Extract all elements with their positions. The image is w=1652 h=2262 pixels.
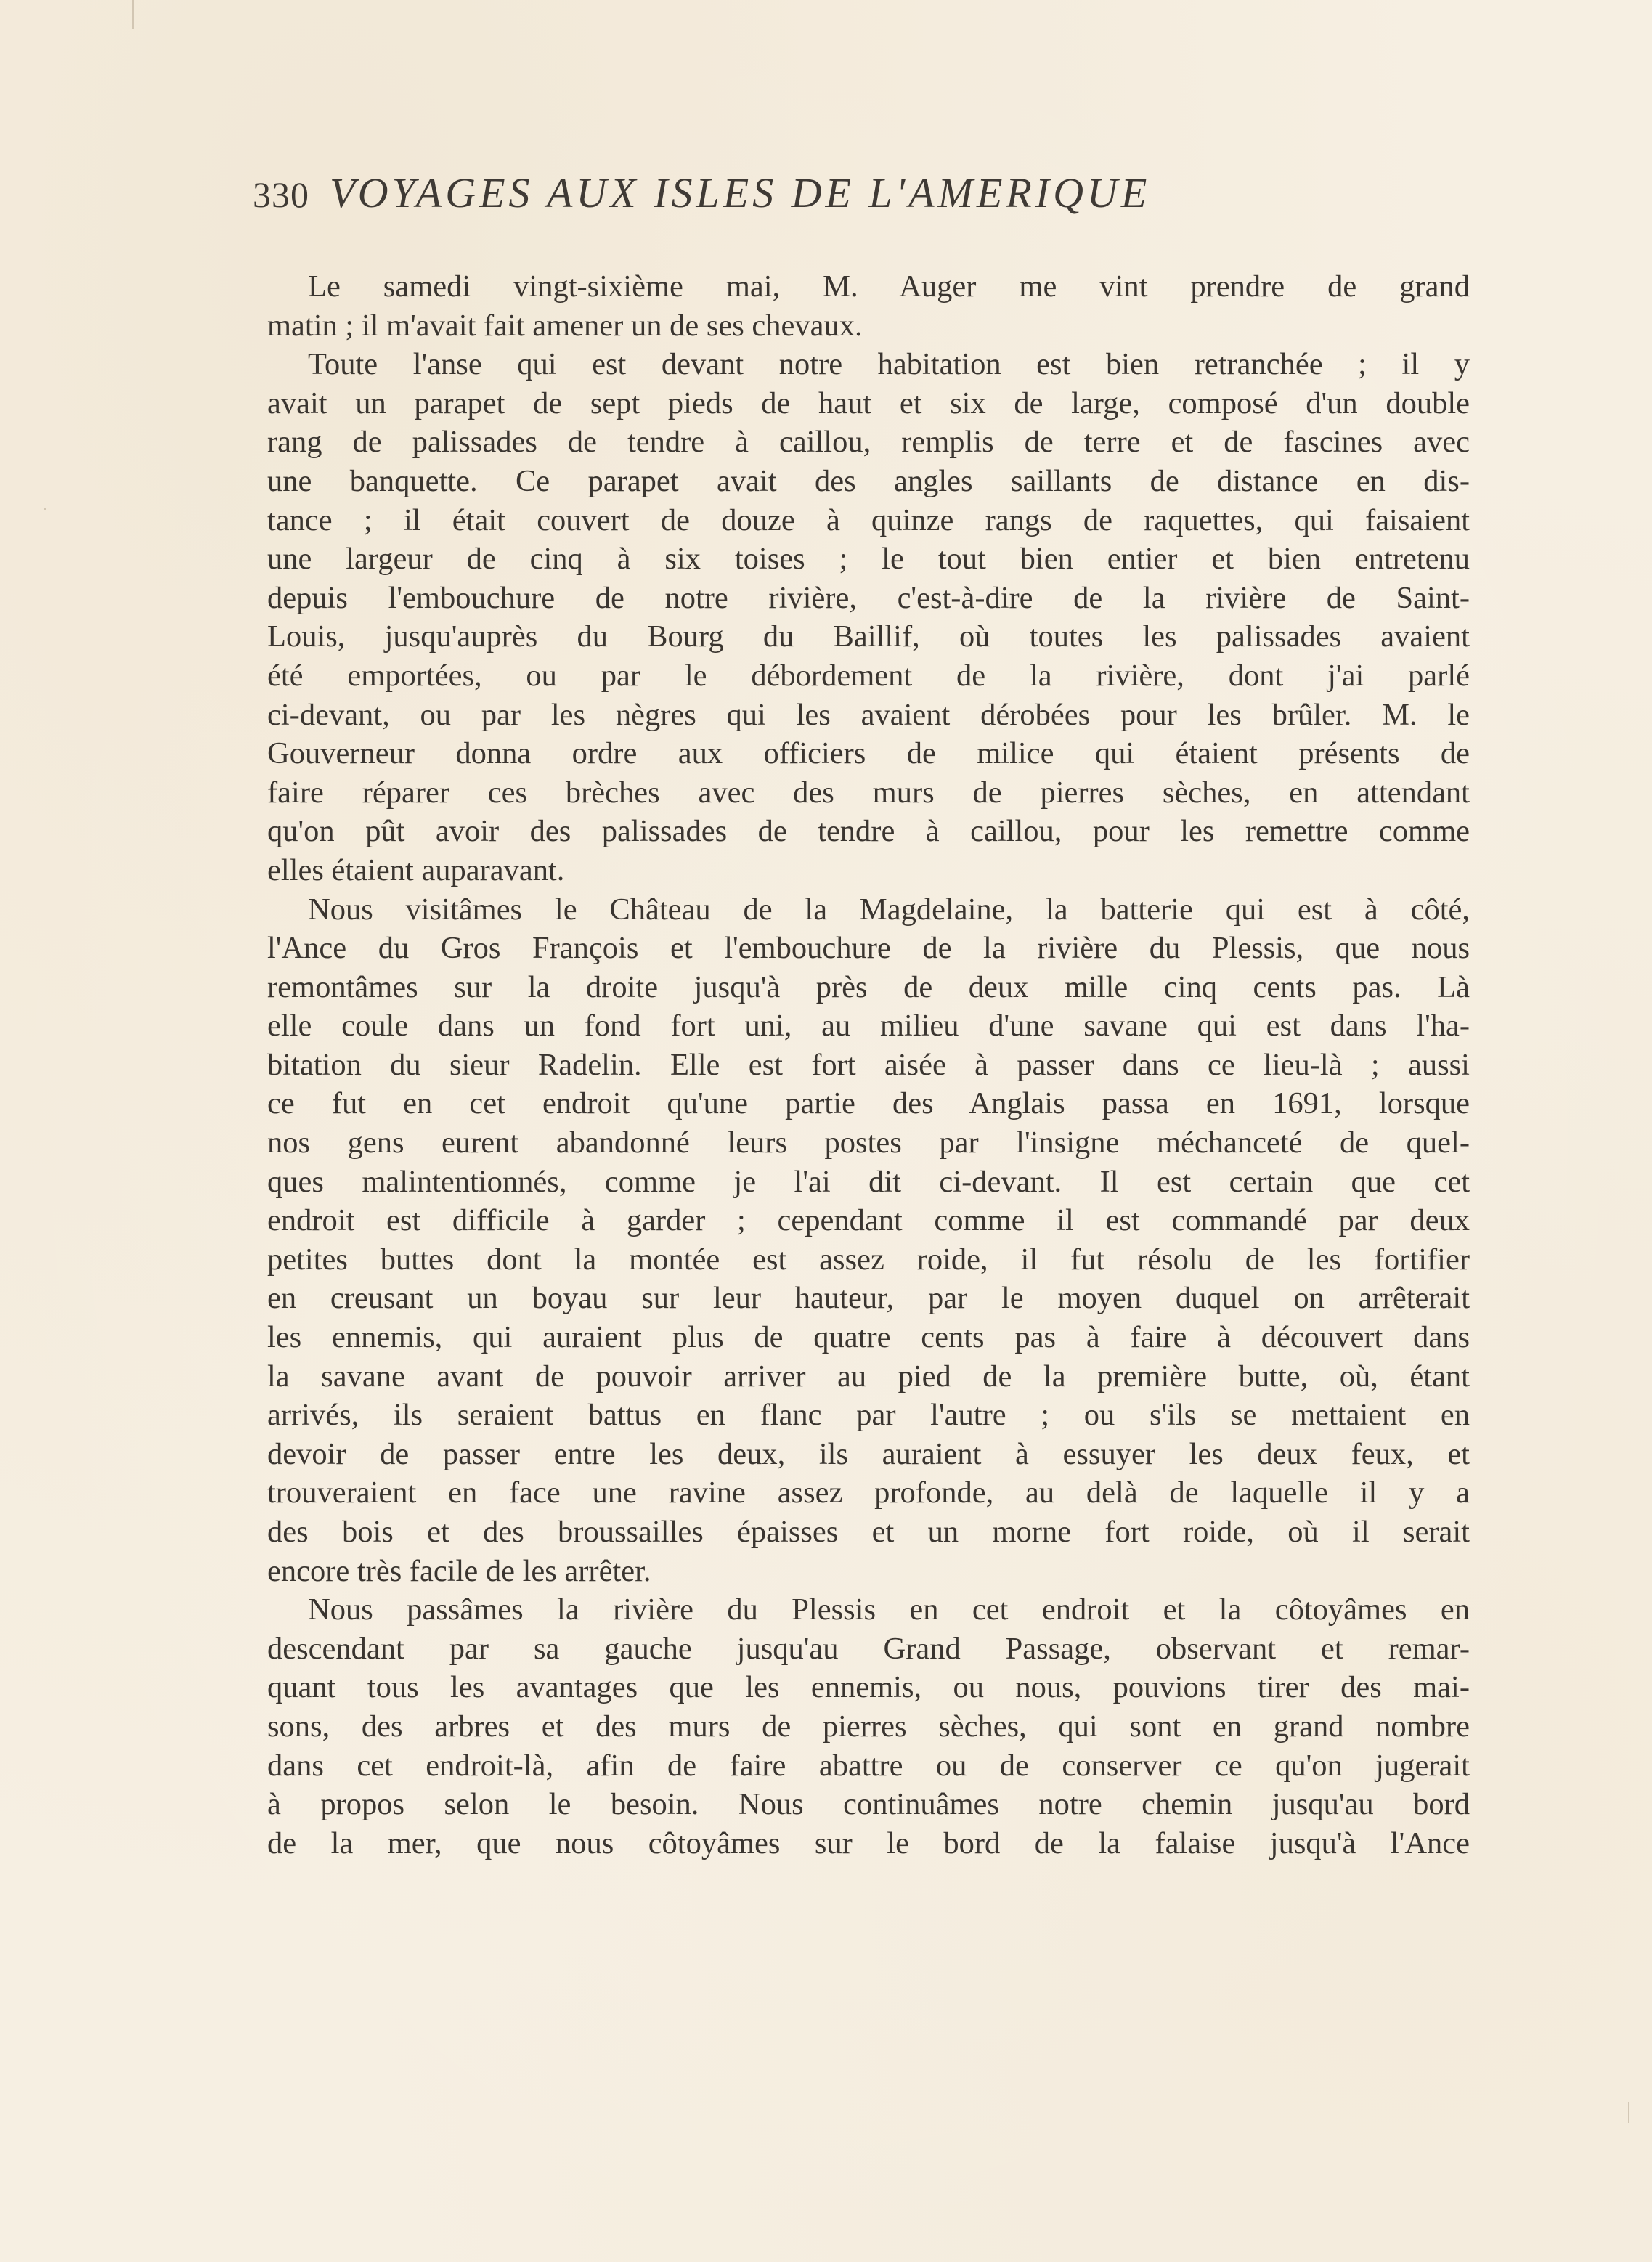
text-line: endroit est difficile à garder ; cependant comme il est commandé par deux xyxy=(267,1203,1470,1238)
running-head xyxy=(253,168,1487,227)
paragraph xyxy=(267,1590,1470,1863)
text-line: les ennemis, qui auraient plus de quatre cents pas à faire à découvert dans xyxy=(267,1320,1470,1355)
running-title: VOYAGES AUX ISLES DE L'AMERIQUE xyxy=(330,169,1151,216)
text-line: une banquette. Ce parapet avait des angles saillants de distance en dis- xyxy=(267,463,1470,498)
text-line: Nous passâmes la rivière du Plessis en cet endroit et la côtoyâmes en xyxy=(308,1592,1470,1627)
page-number: 330 xyxy=(253,174,309,215)
text-line: depuis l'embouchure de notre rivière, c'est-à-dire de la rivière de Saint- xyxy=(267,580,1470,615)
paragraph xyxy=(267,345,1470,890)
text-line: encore très facile de les arrêter. xyxy=(267,1553,651,1588)
text-line: nos gens eurent abandonné leurs postes par l'insigne méchanceté de quel- xyxy=(267,1126,1470,1160)
text-line: ci-devant, ou par les nègres qui les avaient dérobées pour les brûler. M. le xyxy=(267,697,1470,732)
text-line: une largeur de cinq à six toises ; le tout bien entier et bien entretenu xyxy=(267,542,1470,577)
text-line: à propos selon le besoin. Nous continuâmes notre chemin jusqu'au bord xyxy=(267,1787,1470,1822)
text-line: qu'on pût avoir des palissades de tendre à caillou, pour les remettre comme xyxy=(267,814,1470,849)
text-line: Toute l'anse qui est devant notre habitation est bien retranchée ; il y xyxy=(308,347,1470,382)
text-line: quant tous les avantages que les ennemis, ou nous, pouvions tirer des mai- xyxy=(267,1670,1470,1705)
text-line: Gouverneur donna ordre aux officiers de milice qui étaient présents de xyxy=(267,736,1470,771)
text-line: elles étaient auparavant. xyxy=(267,853,565,887)
text-line: ce fut en cet endroit qu'une partie des Anglais passa en 1691, lorsque xyxy=(267,1086,1470,1121)
text-line: ques malintentionnés, comme je l'ai dit ci-devant. Il est certain que cet xyxy=(267,1164,1470,1199)
text-line: bitation du sieur Radelin. Elle est fort aisée à passer dans ce lieu-là ; aussi xyxy=(267,1047,1470,1082)
text-line: avait un parapet de sept pieds de haut et six de large, composé d'un double xyxy=(267,386,1470,420)
text-line: elle coule dans un fond fort uni, au milieu d'une savane qui est dans l'ha- xyxy=(267,1009,1470,1043)
text-line: des bois et des broussailles épaisses et un morne fort roide, où il serait xyxy=(267,1515,1470,1549)
text-line: sons, des arbres et des murs de pierres sèches, qui sont en grand nombre xyxy=(267,1709,1470,1744)
margin-tick-top xyxy=(132,0,134,29)
text-line: Le samedi vingt-sixième mai, M. Auger me vint prendre de grand xyxy=(308,269,1470,304)
text-line: Nous visitâmes le Château de la Magdelaine, la batterie qui est à côté, xyxy=(308,892,1470,927)
text-line: l'Ance du Gros François et l'embouchure de la rivière du Plessis, que nous xyxy=(267,931,1470,966)
text-line: remontâmes sur la droite jusqu'à près de deux mille cinq cents pas. Là xyxy=(267,969,1470,1004)
text-line: trouveraient en face une ravine assez profonde, au delà de laquelle il y a xyxy=(267,1476,1470,1510)
text-line: été emportées, ou par le débordement de la rivière, dont j'ai parlé xyxy=(267,658,1470,693)
text-line: faire réparer ces brèches avec des murs de pierres sèches, en attendant xyxy=(267,775,1470,810)
text-line: matin ; il m'avait fait amener un de ses chevaux. xyxy=(267,308,863,343)
text-line: en creusant un boyau sur leur hauteur, par le moyen duquel on arrêterait xyxy=(267,1281,1470,1316)
margin-tick-left xyxy=(44,508,46,510)
text-line: dans cet endroit-là, afin de faire abattre ou de conserver ce qu'on jugerait xyxy=(267,1748,1470,1783)
text-line: descendant par sa gauche jusqu'au Grand Passage, observant et remar- xyxy=(267,1631,1470,1666)
paragraph xyxy=(267,267,1470,345)
text-line: arrivés, ils seraient battus en flanc par l'autre ; ou s'ils se mettaient en xyxy=(267,1398,1470,1433)
text-line: de la mer, que nous côtoyâmes sur le bord de la falaise jusqu'à l'Ance xyxy=(267,1826,1470,1860)
text-line: la savane avant de pouvoir arriver au pied de la première butte, où, étant xyxy=(267,1359,1470,1394)
margin-tick-right xyxy=(1628,2102,1629,2123)
text-line: tance ; il était couvert de douze à quinze rangs de raquettes, qui faisaient xyxy=(267,503,1470,537)
paragraph xyxy=(267,890,1470,1591)
text-line: petites buttes dont la montée est assez roide, il fut résolu de les fortifier xyxy=(267,1242,1470,1277)
text-line: rang de palissades de tendre à caillou, remplis de terre et de fascines avec xyxy=(267,425,1470,460)
text-line: Louis, jusqu'auprès du Bourg du Baillif, où toutes les palissades avaient xyxy=(267,619,1470,654)
text-line: devoir de passer entre les deux, ils auraient à essuyer les deux feux, et xyxy=(267,1436,1470,1471)
body-text xyxy=(267,267,1470,1863)
